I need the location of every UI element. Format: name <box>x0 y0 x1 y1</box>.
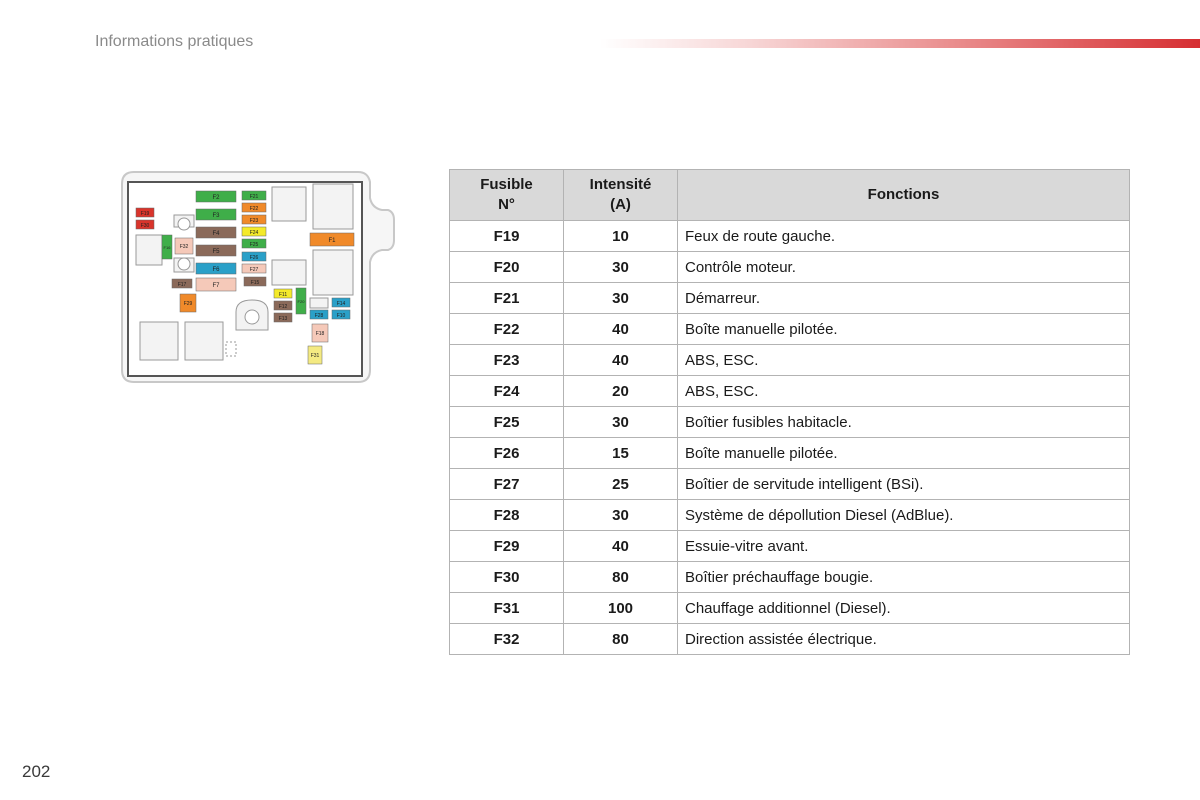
svg-text:F27: F27 <box>249 267 259 273</box>
fuse-function: Feux de route gauche. <box>678 221 1130 252</box>
fuse-function: Contrôle moteur. <box>678 252 1130 283</box>
svg-text:F28: F28 <box>314 313 324 319</box>
fuse-function: ABS, ESC. <box>678 345 1130 376</box>
fuse-f12 <box>274 301 292 310</box>
svg-text:F1: F1 <box>328 238 336 244</box>
svg-text:F21: F21 <box>249 194 259 200</box>
fuse-function: Direction assistée électrique. <box>678 624 1130 655</box>
fuse-f18 <box>312 324 328 342</box>
svg-text:F17: F17 <box>177 282 187 288</box>
fuse-function: Démarreur. <box>678 283 1130 314</box>
fuse-amperage: 40 <box>564 531 678 562</box>
page-number: 202 <box>22 762 51 781</box>
fuse-amperage: 80 <box>564 624 678 655</box>
fuse-function: Chauffage additionnel (Diesel). <box>678 593 1130 624</box>
fuse-f1 <box>310 233 354 246</box>
table-row <box>450 221 1130 252</box>
fuse-function: Boîtier fusibles habitacle. <box>678 407 1130 438</box>
fuse-amperage: 40 <box>564 345 678 376</box>
fuse-function: ABS, ESC. <box>678 376 1130 407</box>
fuse-function: Système de dépollution Diesel (AdBlue). <box>678 500 1130 531</box>
table-row <box>450 562 1130 593</box>
fuse-number: F23 <box>450 345 564 376</box>
fuse-amperage: 100 <box>564 593 678 624</box>
svg-text:F25: F25 <box>249 242 259 248</box>
fuse-amperage: 20 <box>564 376 678 407</box>
fuse-f23 <box>242 215 266 224</box>
fuse-f20 <box>296 288 306 314</box>
fuse-f22 <box>242 203 266 212</box>
fuse-number: F21 <box>450 283 564 314</box>
svg-text:F14: F14 <box>336 301 346 307</box>
fuse-f13 <box>274 313 292 322</box>
fuse-amperage: 15 <box>564 438 678 469</box>
table-row <box>450 283 1130 314</box>
fuse-f5 <box>196 245 236 256</box>
fuse-number: F20 <box>450 252 564 283</box>
fuse-f7 <box>196 278 236 291</box>
table-row <box>450 376 1130 407</box>
svg-text:F24: F24 <box>249 230 259 236</box>
header-intensity: Intensité (A) <box>564 170 678 221</box>
svg-text:F20: F20 <box>297 299 305 304</box>
fuse-number: F22 <box>450 314 564 345</box>
fuse-f30 <box>136 220 154 229</box>
header-accent-bar <box>600 39 1200 48</box>
fuse-f15 <box>244 277 266 286</box>
table-row <box>450 438 1130 469</box>
table-row <box>450 500 1130 531</box>
svg-text:F7: F7 <box>212 283 220 289</box>
fuse-f16 <box>162 235 172 259</box>
fuse-function: Boîtier de servitude intelligent (BSi). <box>678 469 1130 500</box>
fuse-number: F26 <box>450 438 564 469</box>
fuse-f3 <box>196 209 236 220</box>
fuse-number: F32 <box>450 624 564 655</box>
table-row <box>450 314 1130 345</box>
fuse-number: F27 <box>450 469 564 500</box>
svg-text:F16: F16 <box>163 245 171 250</box>
fuse-function: Boîtier préchauffage bougie. <box>678 562 1130 593</box>
svg-text:F5: F5 <box>212 249 220 255</box>
svg-text:F3: F3 <box>212 213 220 219</box>
table-row <box>450 624 1130 655</box>
fuse-f21 <box>242 191 266 200</box>
svg-text:F12: F12 <box>278 304 288 310</box>
fuse-function: Boîte manuelle pilotée. <box>678 314 1130 345</box>
table-row <box>450 593 1130 624</box>
table-row <box>450 469 1130 500</box>
fuse-f24 <box>242 227 266 236</box>
fuse-amperage: 30 <box>564 500 678 531</box>
table-row <box>450 345 1130 376</box>
fuse-number: F30 <box>450 562 564 593</box>
svg-text:F32: F32 <box>179 244 189 250</box>
table-row <box>450 407 1130 438</box>
svg-text:F4: F4 <box>212 231 220 237</box>
fuse-f32 <box>175 238 193 254</box>
fuse-f17 <box>172 279 192 288</box>
svg-text:F18: F18 <box>315 331 325 337</box>
fuse-number: F28 <box>450 500 564 531</box>
fuse-f27 <box>242 264 266 273</box>
svg-text:F2: F2 <box>212 195 220 201</box>
svg-text:F15: F15 <box>250 280 260 286</box>
table-row <box>450 531 1130 562</box>
fuse-number: F31 <box>450 593 564 624</box>
svg-text:F22: F22 <box>249 206 259 212</box>
fuse-amperage: 40 <box>564 314 678 345</box>
fuse-amperage: 10 <box>564 221 678 252</box>
fuse-number: F24 <box>450 376 564 407</box>
header-fuse-number: Fusible N° <box>450 170 564 221</box>
fuse-function: Boîte manuelle pilotée. <box>678 438 1130 469</box>
fuse-amperage: 30 <box>564 283 678 314</box>
fuse-f4 <box>196 227 236 238</box>
table-row <box>450 252 1130 283</box>
svg-text:F6: F6 <box>212 267 220 273</box>
svg-text:F31: F31 <box>310 353 320 359</box>
fuse-f19 <box>136 208 154 217</box>
fuse-f25 <box>242 239 266 248</box>
fuse-number: F29 <box>450 531 564 562</box>
fuse-amperage: 30 <box>564 252 678 283</box>
svg-text:F11: F11 <box>278 292 288 298</box>
fuse-f11 <box>274 289 292 298</box>
header-functions: Fonctions <box>678 170 1130 221</box>
fuse-function: Essuie-vitre avant. <box>678 531 1130 562</box>
fuse-f14 <box>332 298 350 307</box>
fuse-f6 <box>196 263 236 274</box>
fuse-f29 <box>180 294 196 312</box>
fuse-table <box>449 169 1130 655</box>
svg-text:F30: F30 <box>140 223 150 229</box>
table-header-row <box>450 170 1130 221</box>
fuse-number: F19 <box>450 221 564 252</box>
svg-text:F19: F19 <box>140 211 150 217</box>
fuse-f2 <box>196 191 236 202</box>
fusebox-diagram <box>120 170 400 385</box>
section-title: Informations pratiques <box>95 33 254 50</box>
svg-text:F10: F10 <box>336 313 346 319</box>
fuse-amperage: 30 <box>564 407 678 438</box>
fuse-amperage: 25 <box>564 469 678 500</box>
fuse-f28 <box>310 310 328 319</box>
fuse-amperage: 80 <box>564 562 678 593</box>
fuse-f10 <box>332 310 350 319</box>
fuse-f31 <box>308 346 322 364</box>
fuse-number: F25 <box>450 407 564 438</box>
fuse-f26 <box>242 252 266 261</box>
svg-text:F26: F26 <box>249 255 259 261</box>
svg-text:F23: F23 <box>249 218 259 224</box>
svg-text:F29: F29 <box>183 301 193 307</box>
svg-text:F13: F13 <box>278 316 288 322</box>
